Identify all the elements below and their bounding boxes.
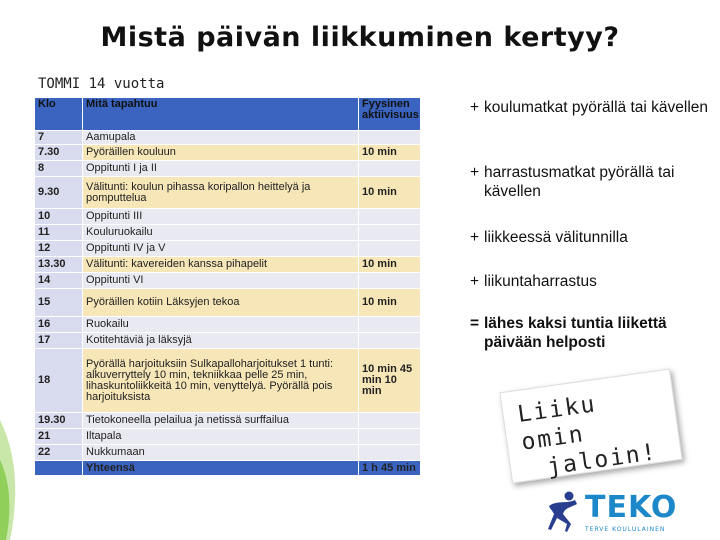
cell-minutes bbox=[359, 333, 421, 349]
cell-time: 19.30 bbox=[35, 413, 83, 429]
cell-time: 10 bbox=[35, 209, 83, 225]
cell-activity: Oppitunti VI bbox=[83, 273, 359, 289]
bullet-text: harrastusmatkat pyörällä tai kävellen bbox=[484, 164, 675, 200]
equals-symbol: = bbox=[470, 315, 480, 332]
table-row bbox=[35, 257, 421, 273]
runner-icon bbox=[545, 490, 583, 534]
cell-activity: Pyörällä harjoituksiin Sulkapalloharjoitukset 1 tunti: alkuverryttely 10 min, tekniikkaa pelle 25 min, lihaskuntoliikkeitä 10 min, venyttelyä. Pyörällä pois harjoituksista bbox=[83, 349, 359, 413]
cell-minutes: 10 min bbox=[359, 145, 421, 161]
table-row bbox=[35, 317, 421, 333]
cell-minutes: 10 min bbox=[359, 289, 421, 317]
cell-time: 11 bbox=[35, 225, 83, 241]
bullet-item bbox=[470, 228, 710, 247]
cell-time: 12 bbox=[35, 241, 83, 257]
teko-logo bbox=[545, 488, 695, 536]
cell-minutes bbox=[359, 161, 421, 177]
schedule-table bbox=[34, 97, 421, 476]
table-row bbox=[35, 273, 421, 289]
decorative-swoosh bbox=[0, 380, 30, 540]
cell-activity: Iltapala bbox=[83, 429, 359, 445]
header-activity: Mitä tapahtuu bbox=[83, 98, 359, 131]
cell-time: 13.30 bbox=[35, 257, 83, 273]
cell-minutes bbox=[359, 131, 421, 145]
cell-minutes bbox=[359, 413, 421, 429]
total-spacer bbox=[35, 461, 83, 476]
table-row bbox=[35, 177, 421, 209]
plus-symbol: + bbox=[470, 164, 480, 181]
cell-minutes bbox=[359, 225, 421, 241]
cell-time: 18 bbox=[35, 349, 83, 413]
total-value: 1 h 45 min bbox=[359, 461, 421, 476]
cell-time: 16 bbox=[35, 317, 83, 333]
cell-activity: Kouluruokailu bbox=[83, 225, 359, 241]
bullet-text: liikkeessä välitunnilla bbox=[484, 229, 628, 246]
bullet-text: lähes kaksi tuntia liikettä päivään helposti bbox=[484, 315, 667, 351]
cell-activity: Ruokailu bbox=[83, 317, 359, 333]
bullet-item bbox=[470, 163, 710, 201]
cell-time: 22 bbox=[35, 445, 83, 461]
table-row bbox=[35, 429, 421, 445]
note-line-1: Liiku omin bbox=[515, 391, 599, 456]
cell-minutes bbox=[359, 445, 421, 461]
cell-time: 8 bbox=[35, 161, 83, 177]
cell-activity: Pyöräillen kouluun bbox=[83, 145, 359, 161]
plus-symbol: + bbox=[470, 229, 480, 246]
cell-activity: Välitunti: kavereiden kanssa pihapelit bbox=[83, 257, 359, 273]
table-row bbox=[35, 413, 421, 429]
table-row bbox=[35, 333, 421, 349]
sticky-note bbox=[499, 368, 682, 483]
cell-activity: Pyöräillen kotiin Läksyjen tekoa bbox=[83, 289, 359, 317]
subtitle: TOMMI 14 vuotta bbox=[38, 76, 165, 92]
table-row bbox=[35, 349, 421, 413]
cell-minutes: 10 min bbox=[359, 257, 421, 273]
plus-symbol: + bbox=[470, 99, 480, 116]
cell-time: 7.30 bbox=[35, 145, 83, 161]
logo-wordmark: TEKO bbox=[585, 490, 678, 525]
total-label: Yhteensä bbox=[83, 461, 359, 476]
cell-time: 9.30 bbox=[35, 177, 83, 209]
table-row bbox=[35, 445, 421, 461]
page-title: Mistä päivän liikkuminen kertyy? bbox=[100, 22, 620, 53]
cell-time: 7 bbox=[35, 131, 83, 145]
cell-activity: Välitunti: koulun pihassa koripallon heittelyä ja pomputtelua bbox=[83, 177, 359, 209]
table-row bbox=[35, 131, 421, 145]
table-row bbox=[35, 161, 421, 177]
table-row bbox=[35, 289, 421, 317]
plus-symbol: + bbox=[470, 273, 480, 290]
cell-minutes: 10 min 45 min 10 min bbox=[359, 349, 421, 413]
cell-minutes bbox=[359, 241, 421, 257]
cell-minutes bbox=[359, 429, 421, 445]
table-row bbox=[35, 225, 421, 241]
cell-activity: Oppitunti I ja II bbox=[83, 161, 359, 177]
table-row bbox=[35, 145, 421, 161]
cell-activity: Oppitunti IV ja V bbox=[83, 241, 359, 257]
cell-activity: Aamupala bbox=[83, 131, 359, 145]
cell-time: 15 bbox=[35, 289, 83, 317]
cell-activity: Kotitehtäviä ja läksyjä bbox=[83, 333, 359, 349]
cell-activity: Nukkumaan bbox=[83, 445, 359, 461]
bullet-text: liikuntaharrastus bbox=[484, 273, 597, 290]
cell-minutes bbox=[359, 209, 421, 225]
cell-minutes: 10 min bbox=[359, 177, 421, 209]
table-header-row bbox=[35, 98, 421, 131]
bullet-item bbox=[470, 272, 710, 291]
cell-activity: Tietokoneella pelailua ja netissä surffailua bbox=[83, 413, 359, 429]
total-row bbox=[35, 461, 421, 476]
bullet-item bbox=[470, 98, 710, 117]
bullet-text: koulumatkat pyörällä tai kävellen bbox=[484, 99, 709, 116]
note-line-2: jaloin! bbox=[545, 439, 660, 481]
table-row bbox=[35, 241, 421, 257]
header-time: Klo bbox=[35, 98, 83, 131]
schedule-body bbox=[35, 131, 421, 476]
cell-minutes bbox=[359, 317, 421, 333]
table-row bbox=[35, 209, 421, 225]
header-minutes: Fyysinen aktiivisuus bbox=[359, 98, 421, 131]
bullet-summary bbox=[470, 314, 710, 352]
cell-time: 14 bbox=[35, 273, 83, 289]
cell-minutes bbox=[359, 273, 421, 289]
cell-time: 17 bbox=[35, 333, 83, 349]
cell-time: 21 bbox=[35, 429, 83, 445]
logo-tagline: TERVE KOULULAINEN bbox=[585, 526, 666, 533]
cell-activity: Oppitunti III bbox=[83, 209, 359, 225]
